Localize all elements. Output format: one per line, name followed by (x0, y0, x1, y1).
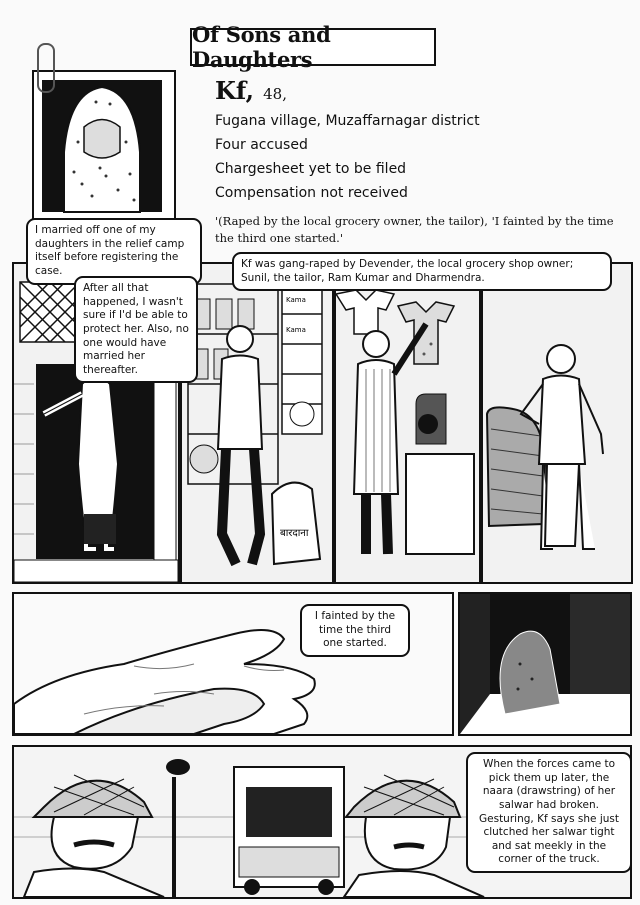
profile-info (215, 76, 625, 246)
profile-quote: '(Raped by the local grocery owner, the tailor), 'I fainted by the time the third one started.' (215, 214, 614, 245)
profile-chargesheet: Chargesheet yet to be filed (215, 161, 407, 177)
bubble-married-off (26, 218, 202, 285)
panel-grocer (180, 262, 334, 584)
panel-woman-crouching (458, 592, 632, 736)
paper-clip-icon (37, 43, 55, 93)
bubble-married-off-text: I married off one of my daughters in the relief camp itself before registering the case. (35, 224, 185, 277)
page-title (190, 22, 436, 72)
jar-label: Kama (286, 296, 306, 304)
profile-accused: Four accused (215, 137, 308, 153)
sack-label: बारदाना (280, 528, 309, 539)
bubble-gang-raped (232, 252, 612, 291)
bubble-after-all (74, 276, 198, 383)
panel-tailor (334, 262, 481, 584)
bubble-fainted-text: I fainted by the time the third one started. (314, 610, 396, 650)
profile-age: 48, (263, 85, 287, 103)
bubble-gang-raped-text: Kf was gang-raped by Devender, the local grocery shop owner; Sunil, the tailor, Ram Kumar and Dharmendra. (241, 258, 574, 284)
portrait-photo (32, 70, 176, 224)
profile-compensation: Compensation not received (215, 185, 408, 201)
bubble-forces-text: When the forces came to pick them up later, the naara (drawstring) of her salwar had broken. Gesturing, Kf says she just clutched her salwar tight and sat meekly in the corner of the truck. (479, 758, 619, 866)
panel-man-chair (481, 262, 633, 584)
profile-location: Fugana village, Muzaffarnagar district (215, 113, 480, 129)
jar-label-2: Kama (286, 326, 306, 334)
profile-name: Kf, (215, 76, 255, 105)
bubble-fainted (300, 604, 410, 657)
bubble-forces (466, 752, 632, 873)
profile-header (215, 76, 625, 105)
page-title-text: Of Sons and Daughters (192, 22, 331, 72)
bubble-after-all-text: After all that happened, I wasn't sure if I'd be able to protect her. Also, no one would have married her thereafter. (83, 282, 189, 376)
